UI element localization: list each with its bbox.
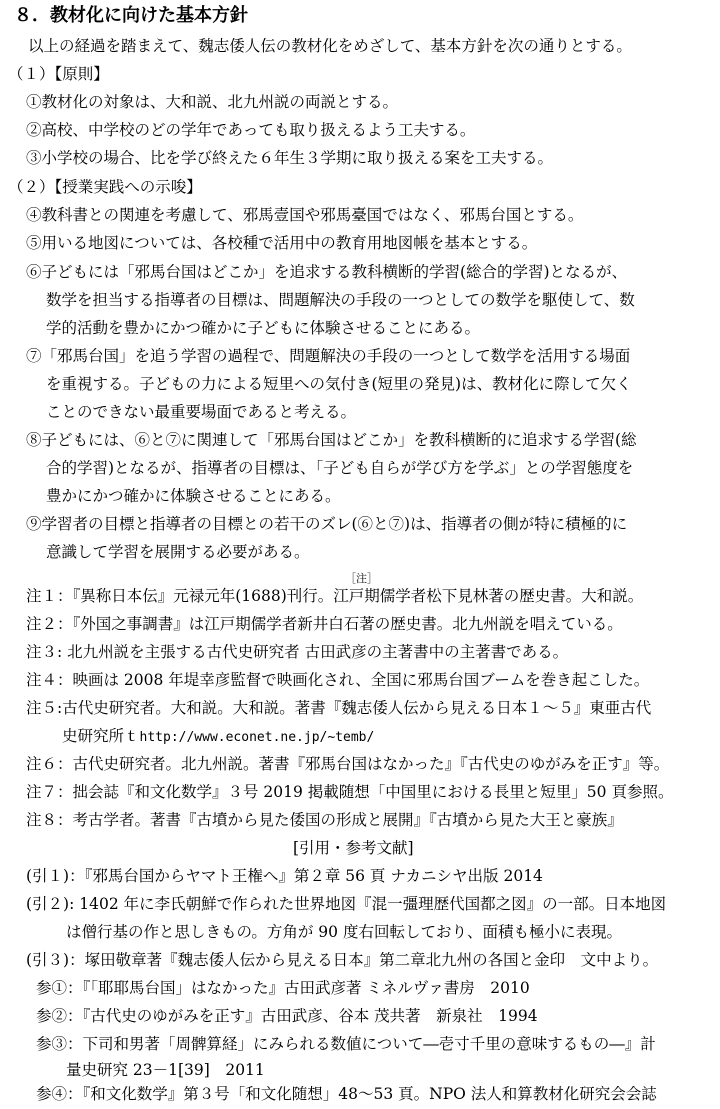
note-line: 注３: 北九州説を主張する古代史研究者 古田武彦の主著書中の主著書である。 [26, 643, 569, 661]
intro-paragraph: 以上の経過を踏まえて、魏志倭人伝の教材化をめざして、基本方針を次の通りとする。 [28, 37, 632, 55]
suggestion-line: 学的活動を豊かにかつ確かに子どもに体験させることにある。 [46, 319, 481, 337]
notes-heading: ［注］ [345, 572, 378, 585]
suggestion-line: 合的学習)となるが、指導者の目標は、「子ども自らが学び方を学ぶ」との学習態度を [46, 459, 634, 477]
reference-line: 参①：『「耶耶馬台国」はなかった』古田武彦著 ミネルヴァ書房 2010 [36, 979, 530, 997]
suggestion-line: を重視する。子どもの力による短里への気付き(短里の発見)は、教材化に際して欠く [46, 375, 632, 393]
principle-item: ③小学校の場合、比を学び終えた６年生３学期に取り扱える案を工夫する。 [26, 149, 554, 167]
references-heading: [引用・参考文献] [293, 839, 414, 857]
suggestion-line: ことのできない最重要場面であると考える。 [46, 403, 357, 421]
note-5-prefix: 史研究所ｔ [62, 727, 140, 745]
note-line: 注１：『異称日本伝』元禄元年(1688)刊行。江戸期儒学者松下見林著の歴史書。大和説。 [26, 587, 644, 605]
reference-line: (引１)：『邪馬台国からヤマト王権へ』第２章 56 頁 ナカニシヤ出版 2014 [26, 867, 543, 885]
suggestion-line: 意識して学習を展開する必要がある。 [46, 543, 310, 561]
note-5-url[interactable]: http://www.econet.ne.jp/~temb/ [139, 730, 375, 745]
note-line: 注７：拙会誌『和文化数学』３号 2019 掲載随想「中国里における長里と短里」50 頁参照。 [26, 783, 674, 801]
principle-item: ①教材化の対象は、大和説、北九州説の両説とする。 [26, 93, 399, 111]
suggestion-line: ④教科書との関連を考慮して、邪馬壹国や邪馬臺国ではなく、邪馬台国とする。 [26, 206, 584, 224]
reference-line: (引３)：塚田敬章著『魏志倭人伝から見える日本』第二章北九州の各国と金印 文中より。 [26, 951, 659, 969]
note-line: 注５:古代史研究者。大和説。大和説。著書『魏志倭人伝から見える日本１～５』東亜古代 [26, 699, 652, 717]
note-line: 注８：考古学者。著書『古墳から見た倭国の形成と展開』『古墳から見た大王と豪族』 [26, 811, 623, 829]
suggestions-heading: （２）【授業実践への示唆】 [8, 178, 202, 196]
suggestion-line: ⑧子どもには、⑥と⑦に関連して「邪馬台国はどこか」を教科横断的に追求する学習(総 [26, 431, 637, 449]
reference-line: (引２): 1402 年に李氏朝鮮で作られた世界地図『混一彊理歴代国都之図』の一部。日本地図 [26, 895, 667, 913]
suggestion-line: 豊かにかつ確かに体験させることにある。 [46, 487, 341, 505]
suggestion-line: 数学を担当する指導者の目標は、問題解決の手段の一つとしての数学を駆使して、数 [46, 291, 635, 309]
principles-heading: （１）【原則】 [8, 65, 109, 83]
section-title: ８．教材化に向けた基本方針 [14, 5, 248, 26]
suggestion-line: ⑤用いる地図については、各校種で活用中の教育用地図帳を基本とする。 [26, 234, 538, 252]
reference-line: 参②：『古代史のゆがみを正す』古田武彦、谷本 茂共著 新泉社 1994 [36, 1007, 538, 1025]
suggestion-line: ⑦「邪馬台国」を追う学習の過程で、問題解決の手段の一つとして数学を活用する場面 [26, 347, 631, 365]
reference-line: 量史研究 23－1[39] 2011 [66, 1061, 265, 1079]
note-line: 注６：古代史研究者。北九州説。著書『邪馬台国はなかった』『古代史のゆがみを正す』等。 [26, 755, 670, 773]
reference-line: 参④：『和文化数学』第３号「和文化随想」48～53 頁。NPO 法人和算教材化研究会会誌 [36, 1085, 657, 1103]
note-line: 注２：『外国之事調書』は江戸期儒学者新井白石著の歴史書。北九州説を唱えている。 [26, 615, 623, 633]
note-5-continuation [62, 726, 374, 748]
principle-item: ②高校、中学校のどの学年であっても取り扱えるよう工夫する。 [26, 121, 476, 139]
reference-line: 参③：下司和男著「周髀算経」にみられる数値について―壱寸千里の意味するもの―』計 [36, 1035, 656, 1053]
suggestion-line: ⑨学習者の目標と指導者の目標との若干のズレ(⑥と⑦)は、指導者の側が特に積極的に [26, 515, 628, 533]
reference-line: は僧行基の作と思しきもの。方角が 90 度右回転しており、面積も極小に表現。 [66, 923, 622, 941]
suggestion-line: ⑥子どもには「邪馬台国はどこか」を追求する教科横断的学習(総合的学習)となるが、 [26, 263, 628, 281]
note-line: 注４：映画は 2008 年堤幸彦監督で映画化され、全国に邪馬台国ブームを巻き起こした。 [26, 671, 650, 689]
